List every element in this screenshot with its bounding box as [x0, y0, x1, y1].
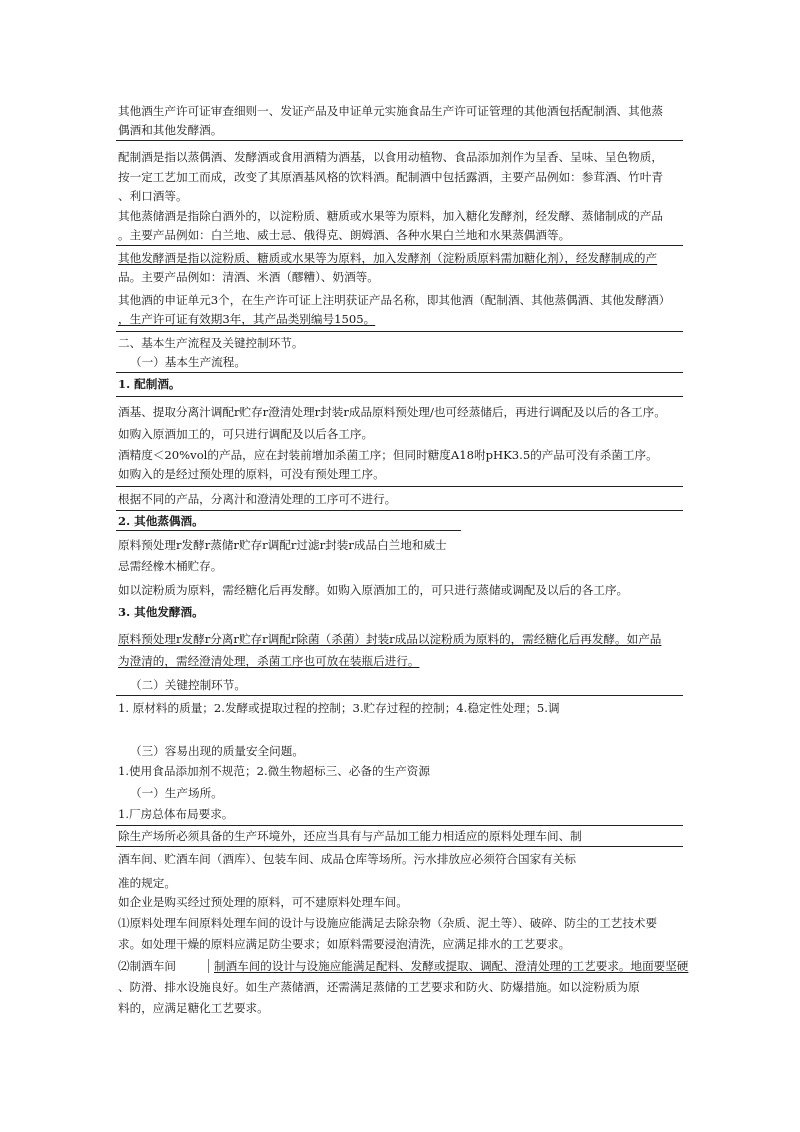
text-line-12: （一）基本生产流程。 [130, 355, 246, 369]
text-line-3: 按一定工艺加工而成，改变了其原酒基风格的饮料酒。配制酒中包括露酒，主要产品例如：参茸酒、竹叶青 [118, 170, 663, 184]
rule [116, 695, 683, 696]
text-line-10: ，生产许可证有效期3年，其产品类别编号1505。 [118, 312, 376, 326]
text-line-27: 1. 原材料的质量；2.发酵或提取过程的控制；3.贮存过程的控制；4.稳定性处理；5.调 [118, 701, 560, 715]
text-line-25: 为澄清的，需经澄清处理，杀菌工序也可放在装瓶后进行。 [118, 654, 420, 668]
text-line-15: 如购入原酒加工的，可只进行调配及以后各工序。 [118, 427, 374, 441]
text-line-13: 1. 配制酒。 [118, 377, 181, 391]
text-line-38: ⑵制酒车间 [118, 959, 176, 973]
text-line-7: 其他发酵酒是指以淀粉质、糖质或水果等为原料，加入发酵剂（淀粉质原料需加糖化剂），经发酵制成的产 [118, 251, 658, 265]
text-line-6: 。主要产品例如：白兰地、威士忌、俄得克、朗姆酒、各种水果白兰地和水果蒸偶酒等。 [118, 228, 571, 242]
text-line-4: 、利口酒等。 [118, 189, 188, 203]
text-line-35: 如企业是购买经过预处理的原料，可不建原料处理车间。 [118, 895, 408, 909]
text-line-9: 其他酒的申证单元3个，在生产许可证上注明获证产品名称，即其他酒（配制酒、其他蒸偶酒、其他发酵酒） [118, 293, 671, 307]
text-line-33: 酒车间、贮酒车间（酒库）、包装车间、成品仓库等场所。污水排放应必须符合国家有关标 [118, 852, 576, 866]
text-line-30: （一）生产场所。 [130, 786, 223, 800]
text-line-39: 制酒车间的设计与设施应能满足配料、发酵或提取、调配、澄清处理的工艺要求。地面要坚硬 [214, 959, 689, 973]
text-line-23: 3. 其他发酵酒。 [118, 605, 204, 619]
text-line-34: 准的规定。 [118, 876, 176, 890]
rule [116, 331, 683, 332]
text-line-1: 偶酒和其他发酵酒。 [118, 123, 223, 137]
rule [116, 530, 461, 531]
text-line-29: 1.使用食品添加剂不规范；2.微生物超标三、必备的生产资源 [118, 764, 430, 778]
text-line-36: ⑴原料处理车间原料处理车间的设计与设施应能满足去除杂物（杂质、泥土等）、破碎、防尘的工艺技术要 [118, 916, 658, 930]
text-line-0: 其他酒生产许可证审查细则一、发证产品及申证单元实施食品生产许可证管理的其他酒包括配制酒、其他蒸 [118, 104, 663, 118]
text-line-21: 忌需经橡木桶贮存。 [118, 559, 223, 573]
rule [116, 846, 683, 847]
text-line-18: 根据不同的产品，分离汁和澄清处理的工序可不进行。 [118, 492, 397, 506]
text-line-17: 如购入的是经过预处理的原料，可没有预处理工序。 [118, 467, 385, 481]
text-line-16: 酒精度＜20%vol的产品，应在封装前增加杀菌工序；但同时糖度A18咐pHK3.5的产品可没有杀菌工序。 [118, 448, 658, 462]
rule [116, 372, 683, 373]
text-line-8: 品。主要产品例如：清酒、米酒（醪糟）、奶酒等。 [118, 270, 379, 284]
text-line-11: 二、基本生产流程及关键控制环节。 [118, 336, 304, 350]
text-line-5: 其他蒸储酒是指除白酒外的，以淀粉质、糖质或水果等为原料，加入糖化发酵剂，经发酵、蒸储制成的产品 [118, 209, 663, 223]
text-line-26: （二）关键控制环节。 [130, 678, 246, 692]
text-line-14: 酒基、提取分离汁调配r贮存r澄清处理r封装r成品原料预处理/也可经蒸储后，再进行调配及以后的各工序。 [118, 405, 666, 419]
text-line-2: 配制酒是指以蒸偶酒、发酵酒或食用酒精为酒基，以食用动植物、食品添加剂作为呈香、呈味、呈色物质， [118, 150, 663, 164]
text-line-37: 求。如处理干燥的原料应满足防尘要求；如原料需要浸泡清洗，应满足排水的工艺要求。 [118, 937, 571, 951]
text-line-22: 如以淀粉质为原料，需经糖化后再发酵。如购入原酒加工的，可只进行蒸储或调配及以后的各工序。 [118, 583, 629, 597]
text-line-19: 2. 其他蒸偶酒。 [118, 514, 204, 528]
text-line-31: 1.厂房总体布局要求。 [118, 807, 234, 821]
text-line-20: 原料预处理r发酵r蒸储r贮存r调配r过滤r封装r成品白兰地和威士 [118, 538, 447, 552]
text-line-32: 除生产场所必须具备的生产环境外，还应当具有与产品加工能力相适应的原料处理车间、制 [118, 829, 582, 843]
rule [116, 825, 683, 826]
rule [116, 486, 683, 487]
rule [116, 245, 683, 246]
text-line-28: （三）容易出现的质量安全问题。 [130, 744, 304, 758]
rule [116, 140, 683, 141]
text-line-24: 原料预处理r发酵r分离r贮存r调配r除菌（杀菌）封装r成品以淀粉质为原料的，需经糖化后再发酵。如产品 [118, 632, 662, 646]
rule [116, 396, 683, 397]
text-line-40: 、防滑、排水设施良好。如生产蒸储酒，还需满足蒸储的工艺要求和防火、防爆措施。如以淀粉质为原 [118, 980, 640, 994]
column-divider [208, 959, 209, 973]
text-line-41: 料的，应满足糖化工艺要求。 [118, 1001, 269, 1015]
rule [116, 510, 683, 511]
